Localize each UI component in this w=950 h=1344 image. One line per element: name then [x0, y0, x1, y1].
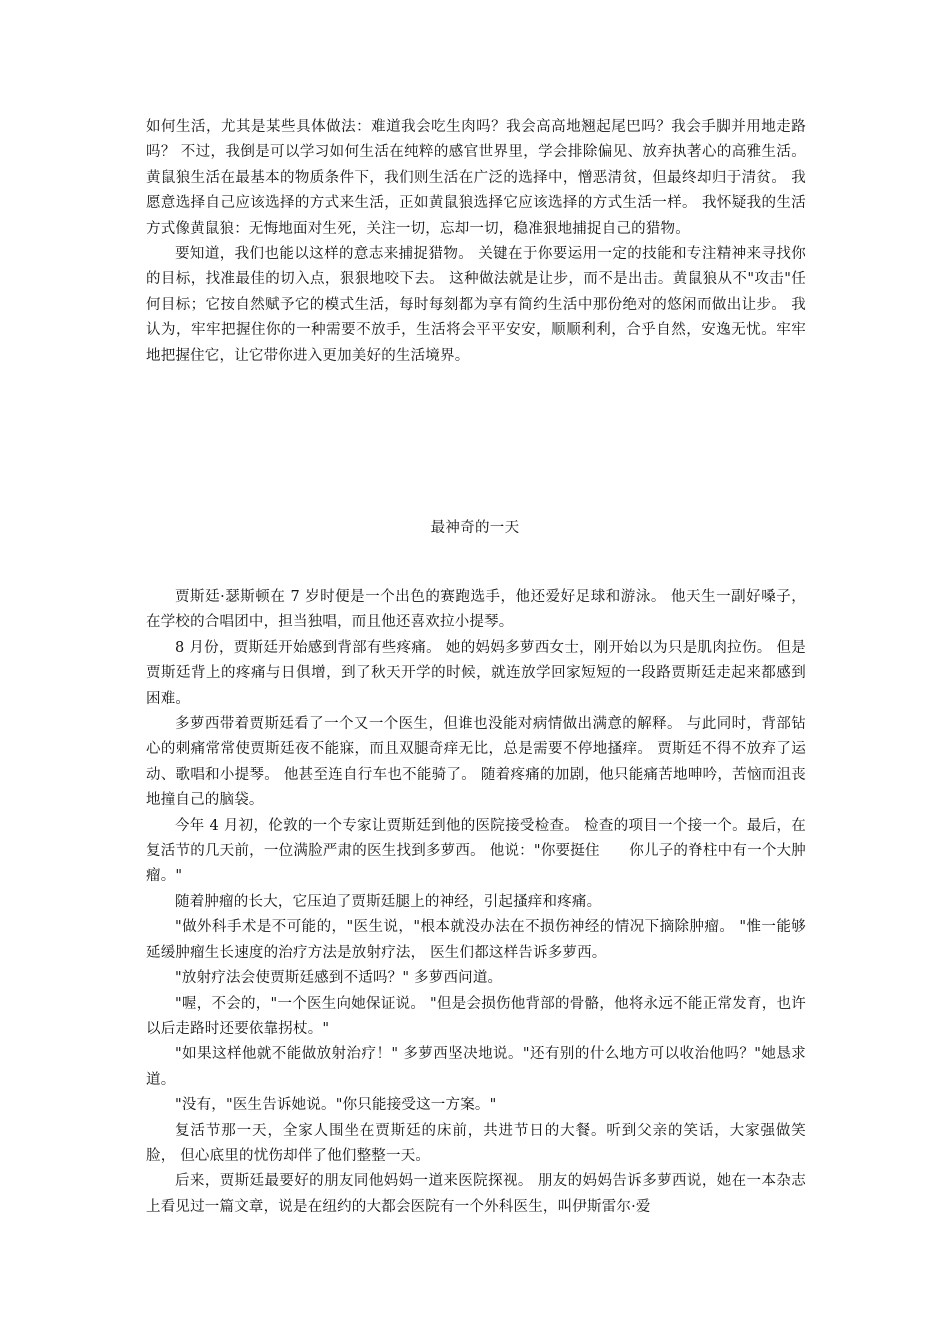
- story-paragraph-5: 随着肿瘤的长大，它压迫了贾斯廷腿上的神经，引起搔痒和疼痛。: [175, 893, 602, 910]
- story-paragraph-7: "放射疗法会使贾斯廷感到不适吗？" 多萝西问道。: [175, 970, 503, 987]
- intro-section: [146, 115, 806, 369]
- story-paragraph-9: "如果这样他就不能做放射治疗！" 多萝西坚决地说。"还有别的什么地方可以收治他吗？"她恳求道。: [146, 1046, 806, 1088]
- intro-paragraph-1: 如何生活，尤其是某些具体做法：难道我会吃生肉吗？我会高高地翘起尾巴吗？我会手脚并用地走路吗？ 不过，我倒是可以学习如何生活在纯粹的感官世界里，学会排除偏见、放弃执著心的高雅生活。 黄鼠狼生活在最基本的物质条件下，我们则生活在广泛的选择中，憎恶清贫，但最终却归于清贫。 我愿意选择自己应该选择的方式来生活，正如黄鼠狼选择它应该选择的方式生活一样。 我怀疑我的生活方式像黄鼠狼：无悔地面对生死，关注一切，忘却一切，稳准狠地捕捉自己的猎物。: [146, 119, 806, 237]
- story-section: [146, 585, 806, 1220]
- story-title: 最神奇的一天: [430, 520, 520, 536]
- story-paragraph-12: 后来，贾斯廷最要好的朋友同他妈妈一道来医院探视。 朋友的妈妈告诉多萝西说，她在一本杂志上看见过一篇文章，说是在纽约的大都会医院有一个外科医生，叫伊斯雷尔·爱: [146, 1173, 806, 1215]
- story-paragraph-8: "喔，不会的，"一个医生向她保证说。 "但是会损伤他背部的骨骼，他将永远不能正常发育，也许以后走路时还要依靠拐杖。": [146, 995, 806, 1037]
- story-paragraph-6: "做外科手术是不可能的，"医生说，"根本就没办法在不损伤神经的情况下摘除肿瘤。 "惟一能够延缓肿瘤生长速度的治疗方法是放射疗法， 医生们都这样告诉多萝西。: [146, 919, 806, 961]
- story-paragraph-2: 8 月份，贾斯廷开始感到背部有些疼痛。 她的妈妈多萝西女士，刚开始以为只是肌肉拉伤。 但是贾斯廷背上的疼痛与日俱增，到了秋天开学的时候，就连放学回家短短的一段路贾斯廷走起来都感到困难。: [146, 639, 806, 707]
- story-paragraph-4: 今年 4 月初，伦敦的一个专家让贾斯廷到他的医院接受检查。 检查的项目一个接一个。最后，在复活节的几天前，一位满脸严肃的医生找到多萝西。 他说："你要挺住 你儿子的脊柱中有一个大肿瘤。": [146, 817, 806, 885]
- story-paragraph-1: 贾斯廷·瑟斯顿在 7 岁时便是一个出色的赛跑选手，他还爱好足球和游泳。 他天生一副好嗓子，在学校的合唱团中，担当独唱，而且他还喜欢拉小提琴。: [146, 589, 806, 631]
- story-paragraph-10: "没有，"医生告诉她说。"你只能接受这一方案。": [175, 1097, 497, 1114]
- story-paragraph-11: 复活节那一天，全家人围坐在贾斯廷的床前，共进节日的大餐。听到父亲的笑话，大家强做笑脸， 但心底里的忧伤却伴了他们整整一天。: [146, 1122, 806, 1164]
- story-paragraph-3: 多萝西带着贾斯廷看了一个又一个医生，但谁也没能对病情做出满意的解释。 与此同时，背部钻心的刺痛常常使贾斯廷夜不能寐，而且双腿奇痒无比，总是需要不停地搔痒。 贾斯廷不得不放弃了运动、歌唱和小提琴。 他甚至连自行车也不能骑了。 随着疼痛的加剧，他只能痛苦地呻吟，苦恼而沮丧地撞自己的脑袋。: [146, 716, 806, 809]
- intro-paragraph-2: 要知道，我们也能以这样的意志来捕捉猎物。 关键在于你要运用一定的技能和专注精神来寻找你的目标，找准最佳的切入点，狠狠地咬下去。 这种做法就是让步，而不是出击。黄鼠狼从不"攻击"任何目标；它按自然赋予它的模式生活，每时每刻都为享有简约生活中那份绝对的悠闲而做出让步。 我认为，牢牢把握住你的一种需要不放手，生活将会平平安安，顺顺利利，合乎自然，安逸无忧。牢牢地把握住它，让它带你进入更加美好的生活境界。: [146, 246, 806, 364]
